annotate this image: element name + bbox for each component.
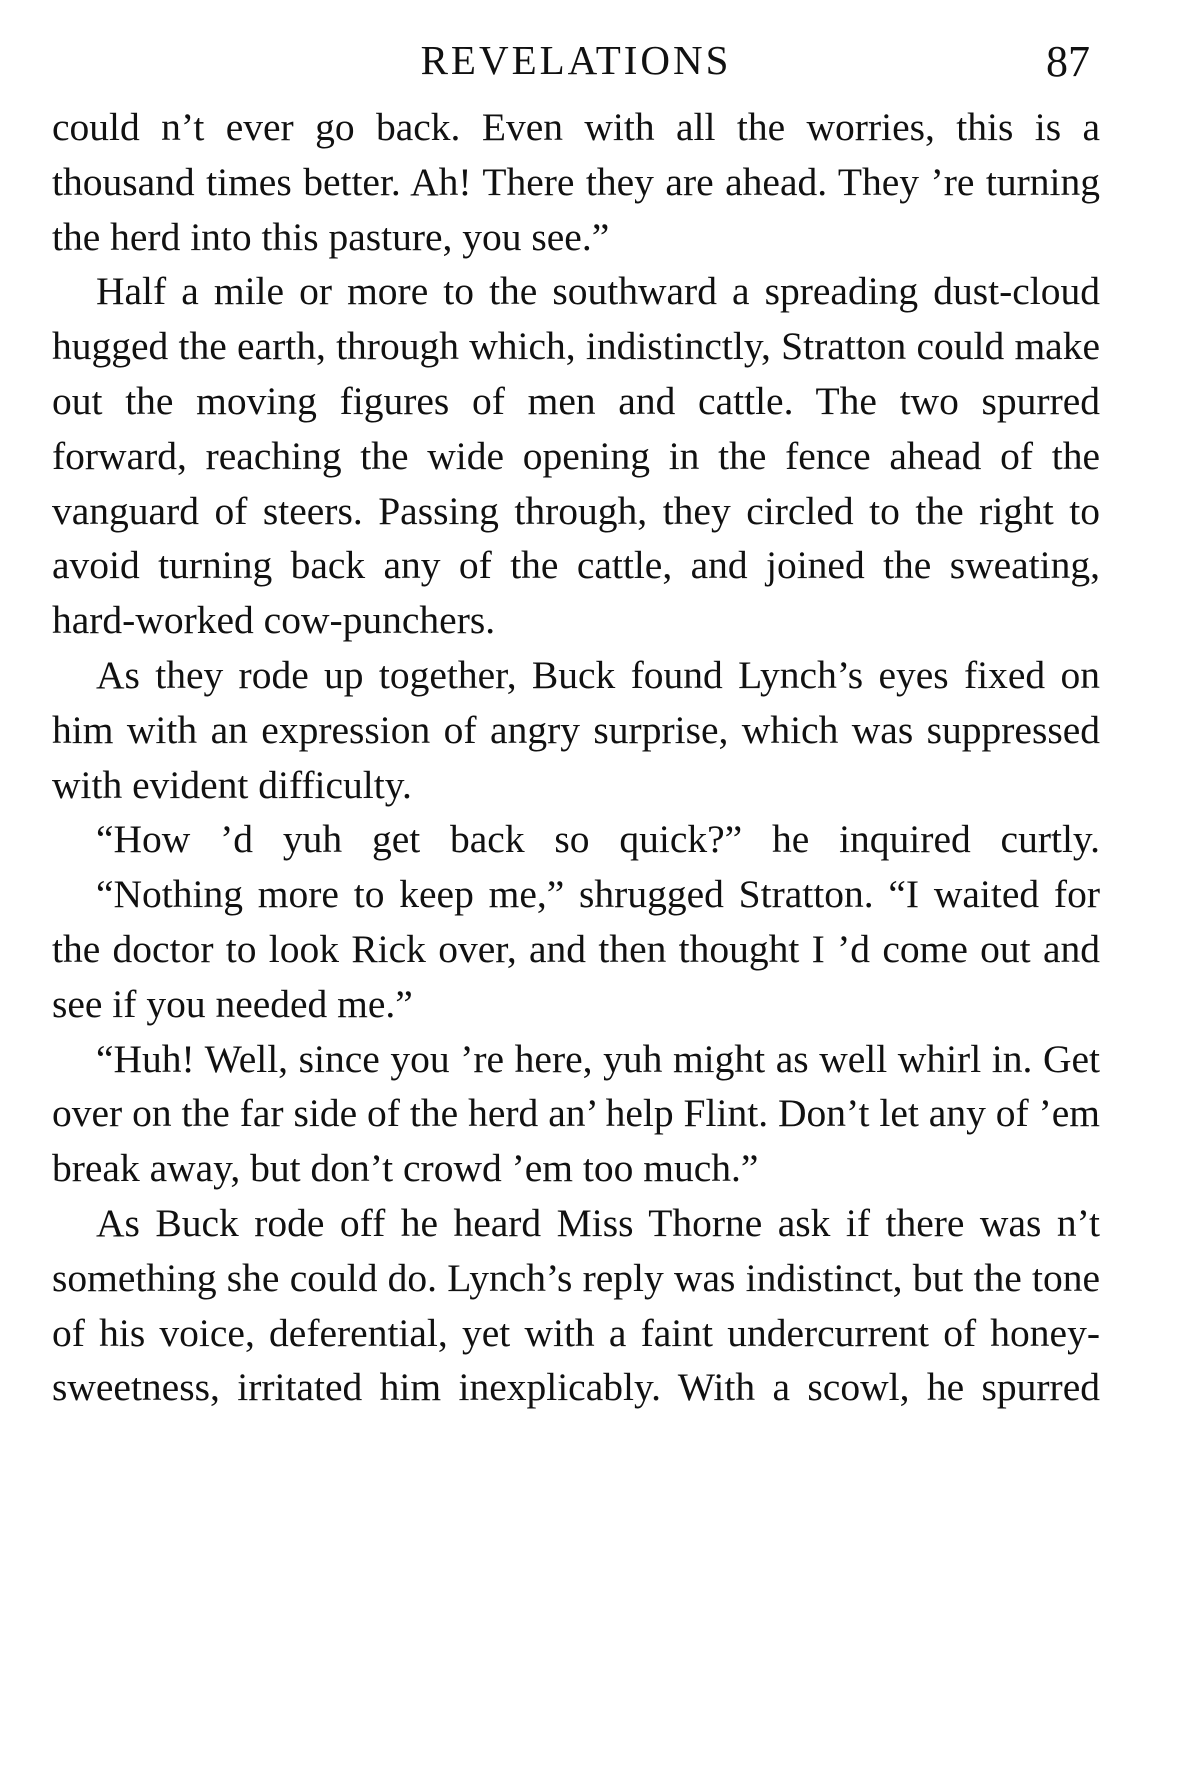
- book-page: [52, 28, 1100, 1728]
- paragraph: “Huh! Well, since you ’re here, yuh might as well whirl in. Get over on the far side of the herd an’ help Flint. Don’t let any of ’em break away, but don’t crowd ’em too much.”: [52, 1036, 1100, 1191]
- paragraph: “How ’d yuh get back so quick?” he inquired curtly.: [96, 817, 1100, 862]
- page-number: 87: [1046, 37, 1090, 86]
- paragraph: As they rode up together, Buck found Lynch’s eyes fixed on him with an expression of angry surprise, which was suppressed with evident difficulty.: [52, 652, 1100, 807]
- paragraph-continued: could n’t ever go back. Even with all the worries, this is a thousand times better. Ah! There they are ahead. They ’re turning the herd into this pasture, you see.”: [52, 105, 1100, 259]
- paragraph: “Nothing more to keep me,” shrugged Stratton. “I waited for the doctor to look Rick over, and then thought I ’d come out and see if you needed me.”: [52, 872, 1100, 1026]
- chapter-title: REVELATIONS: [420, 37, 732, 83]
- running-head: [52, 28, 1100, 92]
- body-text: [52, 100, 1100, 1415]
- paragraph: As Buck rode off he heard Miss Thorne ask if there was n’t something she could do. Lynch’s reply was indistinct, but the tone of his voice, deferential, yet with a faint undercurrent of honey-sweetness, irritated him inexplicably. With a scowl, he spurred: [52, 1200, 1100, 1410]
- paragraph: Half a mile or more to the southward a spreading dust-cloud hugged the earth, through which, indistinctly, Stratton could make out the moving figures of men and cattle. The two spurred forward, reaching the wide opening in the fence ahead of the vanguard of steers. Passing through, they circled to the right to avoid turning back any of the cattle, and joined the sweating, hard-worked cow-punchers.: [52, 269, 1100, 643]
